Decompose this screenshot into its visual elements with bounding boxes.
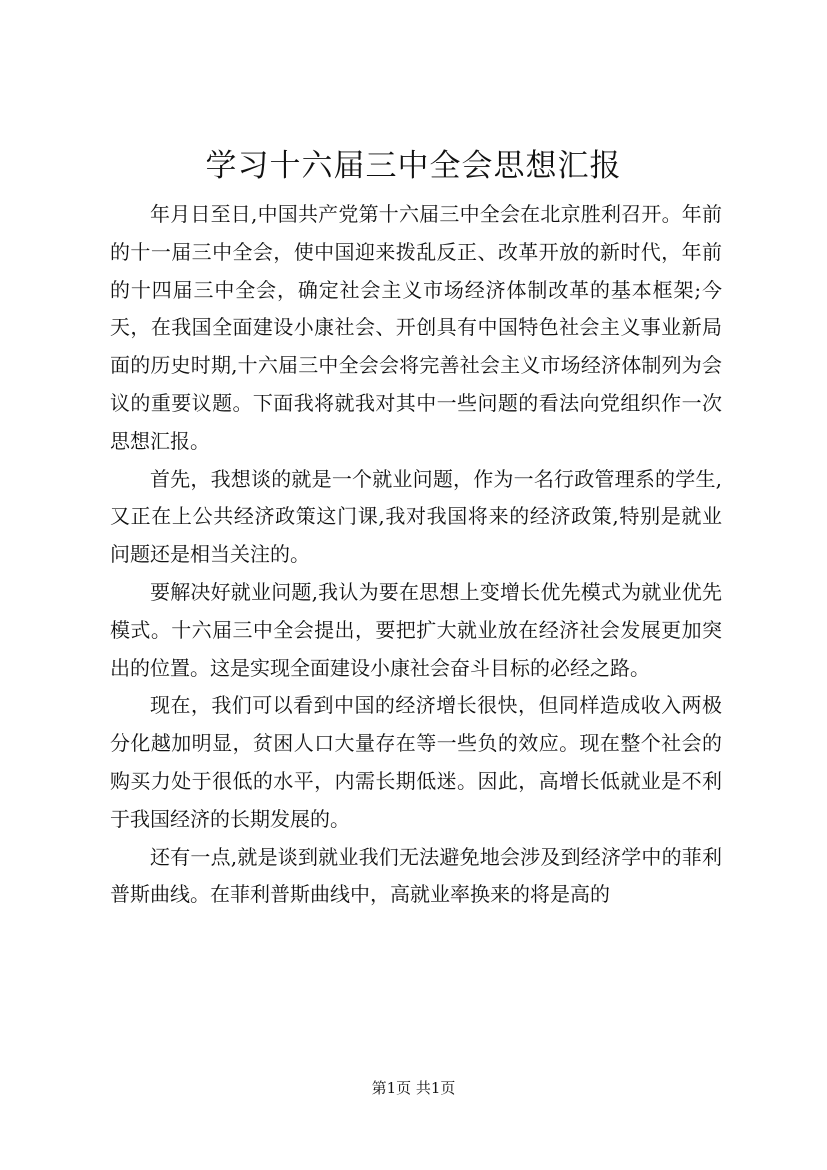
paragraph: 首先，我想谈的就是一个就业问题，作为一名行政管理系的学生,又正在上公共经济政策这门课,我对我国将来的经济政策,特别是就业问题还是相当关注的。	[110, 466, 722, 567]
document-title: 学习十六届三中全会思想汇报	[205, 148, 622, 184]
paragraph: 年月日至日,中国共产党第十六届三中全会在北京胜利召开。年前的十一届三中全会，使中国迎来拨乱反正、改革开放的新时代，年前的十四届三中全会，确定社会主义市场经济体制改革的基本框架;今天，在我国全面建设小康社会、开创具有中国特色社会主义事业新局面的历史时期,十六届三中全会会将完善社会主义市场经济体制列为会议的重要议题。下面我将就我对其中一些问题的看法向党组织作一次思想汇报。	[110, 202, 722, 453]
document-body	[110, 196, 722, 914]
paragraph: 现在，我们可以看到中国的经济增长很快，但同样造成收入两极分化越加明显，贫困人口大量存在等一些负的效应。现在整个社会的购买力处于很低的水平，内需长期低迷。因此，高增长低就业是不利于我国经济的长期发展的。	[110, 693, 722, 831]
paragraph: 要解决好就业问题,我认为要在思想上变增长优先模式为就业优先模式。十六届三中全会提出，要把扩大就业放在经济社会发展更加突出的位置。这是实现全面建设小康社会奋斗目标的必经之路。	[110, 579, 722, 680]
page-footer: 第1页 共1页	[371, 1079, 456, 1097]
paragraph: 还有一点,就是谈到就业我们无法避免地会涉及到经济学中的菲利普斯曲线。在菲利普斯曲线中，高就业率换来的将是高的	[110, 844, 722, 907]
